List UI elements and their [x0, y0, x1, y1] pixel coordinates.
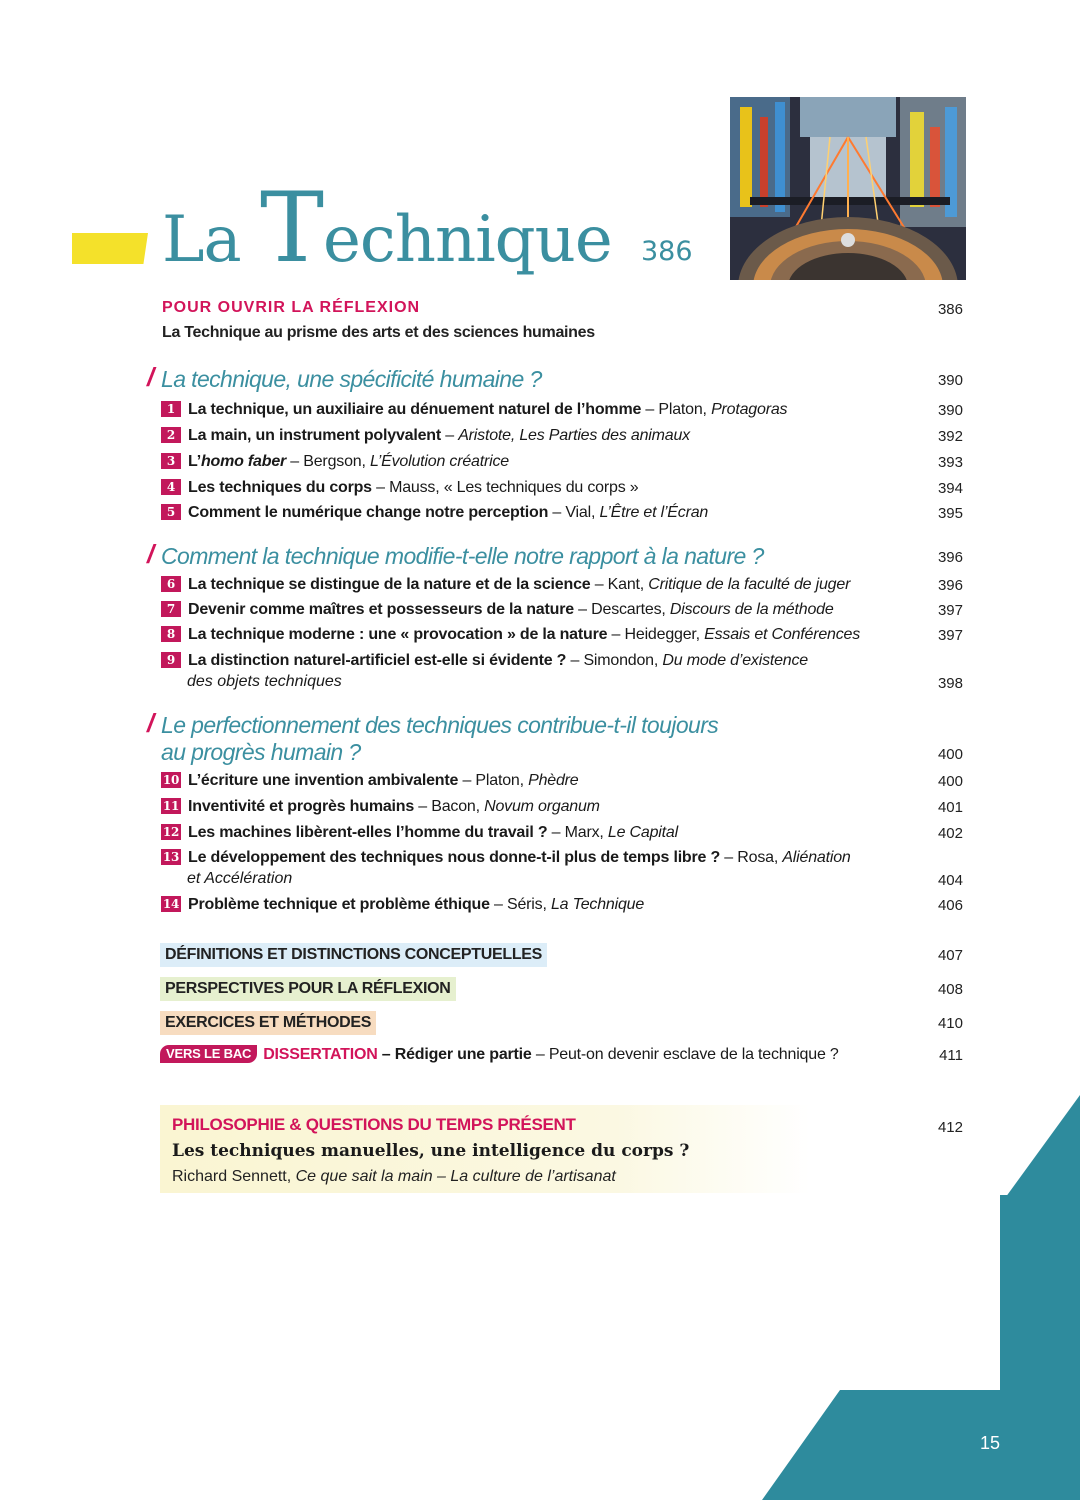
entry-work: L’Évolution créatrice: [369, 453, 509, 470]
section-page: 396: [937, 549, 963, 566]
bac-label: DISSERTATION: [263, 1046, 378, 1063]
entry-number: 11: [162, 799, 180, 813]
philosophy-heading[interactable]: PHILOSOPHIE & QUESTIONS DU TEMPS PRÉSENT: [172, 1115, 576, 1134]
entry-page: 393: [937, 454, 963, 471]
toc-entry[interactable]: 1 La technique, un auxiliaire au dénuement naturel de l’homme – Platon, Protagoras: [161, 400, 787, 420]
entry-number: 2: [161, 427, 181, 443]
section-slash-mark: /: [147, 539, 155, 569]
entry-title: Les machines libèrent-elles l’homme du travail ?: [188, 824, 548, 841]
entry-number: 14: [162, 897, 180, 911]
entry-number: 9: [161, 652, 181, 668]
toc-entry[interactable]: 7 Devenir comme maîtres et possesseurs de la nature – Descartes, Discours de la méthode: [161, 600, 834, 620]
toc-entry[interactable]: 8 La technique moderne : une « provocation » de la nature – Heidegger, Essais et Conférences: [161, 625, 860, 645]
entry-work: Essais et Conférences: [704, 626, 861, 643]
entry-page: 398: [937, 675, 963, 692]
entry-page: 395: [937, 505, 963, 522]
entry-work-continued: des objets techniques: [187, 673, 342, 690]
entry-author: Bergson,: [303, 453, 370, 470]
entry-page: 394: [937, 480, 963, 497]
section-slash-mark: /: [147, 362, 155, 392]
entry-page: 400: [937, 773, 963, 790]
entry-author: Rosa,: [737, 849, 783, 866]
intro-heading: POUR OUVRIR LA RÉFLEXION: [162, 299, 421, 316]
definitions-box[interactable]: DÉFINITIONS ET DISTINCTIONS CONCEPTUELLES: [160, 943, 547, 967]
toc-entry[interactable]: 6 La technique se distingue de la nature et de la science – Kant, Critique de la faculté de juger: [161, 575, 850, 595]
philosophy-source: Richard Sennett, Ce que sait la main – La culture de l’artisanat: [172, 1168, 616, 1185]
bac-entry[interactable]: [160, 1045, 839, 1065]
intro-page: 386: [937, 301, 963, 318]
entry-title: La technique moderne : une « provocation » de la nature: [188, 626, 608, 643]
entry-number: 12: [162, 825, 180, 839]
entry-author: Marx,: [564, 824, 608, 841]
teal-corner-triangle: [1000, 1095, 1080, 1205]
toc-entry[interactable]: 3 L’homo faber – Bergson, L’Évolution créatrice: [161, 452, 509, 472]
toc-entry[interactable]: 11 Inventivité et progrès humains – Bacon, Novum organum: [162, 798, 600, 815]
toc-entry[interactable]: 14 Problème technique et problème éthique – Séris, La Technique: [162, 896, 645, 913]
section-title: Comment la technique modifie-t-elle notre rapport à la nature ?: [161, 543, 764, 569]
entry-page: 406: [937, 897, 963, 914]
entry-work: Aliénation: [782, 849, 851, 866]
toc-entry[interactable]: 5 Comment le numérique change notre perception – Vial, L’Être et l’Écran: [161, 503, 708, 523]
section-page: 400: [937, 746, 963, 763]
section-slash-mark: /: [147, 708, 155, 738]
teal-footer-band: [0, 1390, 1080, 1500]
entry-page: 396: [937, 577, 963, 594]
bac-subject: – Peut-on devenir esclave de la technique ?: [531, 1046, 839, 1063]
section-page: 390: [937, 372, 963, 389]
entry-number: 13: [162, 850, 180, 864]
entry-author: Platon,: [658, 401, 712, 418]
entry-work: La Technique: [550, 896, 645, 913]
entry-title: Les techniques du corps: [188, 479, 372, 496]
entry-title: Problème technique et problème éthique: [188, 896, 490, 913]
philosophy-page: 412: [937, 1119, 963, 1136]
entry-work: Les Parties des animaux: [519, 427, 690, 444]
entry-work: Discours de la méthode: [669, 601, 834, 618]
entry-page: 404: [937, 872, 963, 889]
entry-page: 401: [937, 799, 963, 816]
entry-page: 402: [937, 825, 963, 842]
toc-entry[interactable]: 13 Le développement des techniques nous donne-t-il plus de temps libre ? – Rosa, Aliénation: [162, 849, 851, 866]
entry-work: Le Capital: [607, 824, 678, 841]
entry-work-continued: et Accélération: [187, 870, 293, 887]
entry-page: 397: [937, 627, 963, 644]
entry-title: Inventivité et progrès humains: [188, 798, 415, 815]
exercises-box[interactable]: EXERCICES ET MÉTHODES: [160, 1011, 376, 1035]
entry-title: L’: [188, 453, 201, 470]
entry-author: Heidegger,: [624, 626, 705, 643]
definitions-page: 407: [937, 947, 963, 964]
entry-work: Novum organum: [484, 798, 600, 815]
entry-number: 10: [162, 773, 180, 787]
entry-number: 3: [161, 453, 181, 469]
entry-title: Comment le numérique change notre perception: [188, 504, 549, 521]
entry-author: Platon,: [475, 772, 529, 789]
entry-author: Mauss, « Les techniques du corps »: [389, 479, 639, 496]
toc-entry[interactable]: 9 La distinction naturel-artificiel est-elle si évidente ? – Simondon, Du mode d’existence: [161, 651, 808, 671]
entry-title: La technique se distingue de la nature et de la science: [188, 576, 591, 593]
page-title: La Technique: [162, 172, 612, 284]
perspectives-page: 408: [937, 981, 963, 998]
entry-author: Séris,: [507, 896, 551, 913]
entry-work: Du mode d’existence: [662, 652, 809, 669]
toc-entry[interactable]: 12 Les machines libèrent-elles l’homme du travail ? – Marx, Le Capital: [162, 824, 678, 841]
entry-number: 8: [161, 626, 181, 642]
machinery-photo: [730, 97, 966, 280]
entry-work: Phèdre: [528, 772, 579, 789]
entry-page: 390: [937, 402, 963, 419]
teal-side-band: [1000, 1195, 1080, 1395]
entry-title: La technique, un auxiliaire au dénuement naturel de l’homme: [188, 401, 642, 418]
toc-entry[interactable]: 2 La main, un instrument polyvalent – Aristote, Les Parties des animaux: [161, 426, 690, 446]
entry-page: 392: [937, 428, 963, 445]
entry-title: Le développement des techniques nous donne-t-il plus de temps libre ?: [188, 849, 721, 866]
entry-author: Simondon,: [583, 652, 663, 669]
entry-title: La distinction naturel-artificiel est-elle si évidente ?: [188, 652, 567, 669]
entry-number: 1: [161, 401, 181, 417]
entry-author: Aristote,: [458, 427, 520, 444]
entry-title: Devenir comme maîtres et possesseurs de la nature: [188, 601, 574, 618]
entry-work: Protagoras: [711, 401, 788, 418]
section-title: La technique, une spécificité humaine ?: [161, 366, 542, 392]
intro-subtitle: La Technique au prisme des arts et des sciences humaines: [162, 324, 595, 341]
entry-author: Descartes,: [591, 601, 670, 618]
entry-work: L’Être et l’Écran: [599, 504, 709, 521]
perspectives-box[interactable]: PERSPECTIVES POUR LA RÉFLEXION: [160, 977, 456, 1001]
section-title-line2: au progrès humain ?: [161, 739, 361, 765]
entry-work: Critique de la faculté de juger: [648, 576, 851, 593]
philosophy-question: Les techniques manuelles, une intelligence du corps ?: [172, 1141, 690, 1161]
bac-badge: VERS LE BAC: [160, 1045, 257, 1063]
entry-number: 5: [161, 504, 181, 520]
toc-entry[interactable]: 10 L’écriture une invention ambivalente – Platon, Phèdre: [162, 772, 579, 789]
entry-author: Vial,: [565, 504, 600, 521]
section-title: Le perfectionnement des techniques contribue-t-il toujours: [161, 712, 719, 738]
yellow-accent-bar: [72, 233, 148, 264]
entry-title: La main, un instrument polyvalent: [188, 427, 441, 444]
title-page-number: 386: [641, 236, 693, 267]
entry-title: L’écriture une invention ambivalente: [188, 772, 459, 789]
bac-task: – Rédiger une partie: [377, 1046, 532, 1063]
entry-number: 7: [161, 601, 181, 617]
entry-page: 397: [937, 602, 963, 619]
exercises-page: 410: [937, 1015, 963, 1032]
toc-entry[interactable]: 4 Les techniques du corps – Mauss, « Les techniques du corps »: [161, 478, 638, 498]
entry-author: Bacon,: [431, 798, 485, 815]
entry-number: 4: [161, 479, 181, 495]
entry-number: 6: [161, 576, 181, 592]
entry-author: Kant,: [607, 576, 649, 593]
page-number: 15: [980, 1433, 1001, 1453]
bac-page: 411: [939, 1047, 963, 1064]
entry-title-italic: homo faber: [200, 453, 287, 470]
